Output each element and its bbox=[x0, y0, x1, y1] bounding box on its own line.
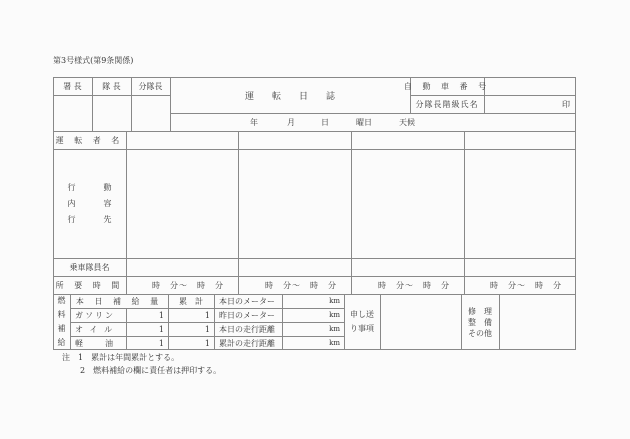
fuel-name-diesel: 軽 油 bbox=[75, 338, 115, 348]
activity-field-4[interactable] bbox=[464, 149, 576, 258]
activity-label bbox=[53, 149, 126, 258]
time-field-4[interactable]: 時 分～ 時 分 bbox=[490, 280, 562, 290]
fuel-name-oil: オ イ ル bbox=[75, 324, 115, 334]
diesel-cumulative[interactable]: 1 bbox=[204, 338, 210, 348]
driver-name-label: 運 転 者 名 bbox=[55, 135, 124, 145]
maintenance-label bbox=[461, 294, 499, 350]
activity-label-char: 容 bbox=[103, 198, 112, 208]
handover-field[interactable] bbox=[380, 294, 461, 350]
distance-cumulative-field[interactable]: km bbox=[329, 339, 340, 347]
meter-label-yesterday: 昨日のメーター bbox=[219, 310, 275, 320]
handover-label bbox=[344, 294, 380, 350]
vehicle-number-field[interactable] bbox=[484, 77, 576, 95]
driver-name-field-4[interactable] bbox=[464, 131, 576, 149]
crew-label: 乗車隊員名 bbox=[69, 262, 110, 272]
time-required-label: 所 要 時 間 bbox=[55, 280, 124, 290]
maintenance-label-line: 整 備 bbox=[468, 317, 492, 327]
activity-label-char: 先 bbox=[103, 214, 112, 224]
time-field-3[interactable]: 時 分～ 時 分 bbox=[378, 280, 450, 290]
activity-field-3[interactable] bbox=[351, 149, 464, 258]
seal-mark: 印 bbox=[562, 99, 570, 109]
driver-name-field-1[interactable] bbox=[126, 131, 238, 149]
seal-box-squad-leader[interactable] bbox=[131, 95, 170, 131]
note-1: 注 1 累計は年間累計とする。 bbox=[62, 353, 180, 362]
activity-label-char: 内 bbox=[67, 198, 76, 208]
squad-leader-seal-field[interactable] bbox=[484, 95, 576, 113]
oil-today[interactable]: 1 bbox=[158, 324, 164, 334]
handover-label-line: り事項 bbox=[350, 324, 374, 333]
activity-field-2[interactable] bbox=[238, 149, 351, 258]
meter-today-field[interactable]: km bbox=[329, 297, 340, 305]
cumulative-header: 累 計 bbox=[179, 296, 203, 306]
meter-label-distance-cumulative: 累計の走行距離 bbox=[219, 338, 275, 348]
meter-label-distance-today: 本日の走行距離 bbox=[219, 324, 275, 334]
approver-label-captain: 隊 長 bbox=[102, 81, 121, 91]
crew-field-2[interactable] bbox=[238, 258, 351, 276]
seal-box-chief[interactable] bbox=[53, 95, 92, 131]
seal-box-captain[interactable] bbox=[92, 95, 131, 131]
fuel-label-char: 燃 bbox=[57, 296, 66, 305]
fuel-section-label bbox=[53, 294, 70, 350]
maintenance-label-line: その他 bbox=[468, 328, 492, 338]
fuel-name-gasoline: ガソリン bbox=[75, 310, 115, 320]
approver-label-squad-leader: 分隊長 bbox=[138, 81, 163, 91]
weekday-label: 曜日 bbox=[356, 117, 372, 127]
gasoline-cumulative[interactable]: 1 bbox=[204, 310, 210, 320]
fuel-label-char: 給 bbox=[57, 338, 66, 347]
month-label: 月 bbox=[287, 117, 295, 127]
distance-today-field[interactable]: km bbox=[329, 325, 340, 333]
approver-label-chief: 署 長 bbox=[63, 81, 82, 91]
fuel-label-char: 補 bbox=[57, 324, 66, 333]
maintenance-field[interactable] bbox=[499, 294, 576, 350]
meter-yesterday-field[interactable]: km bbox=[329, 311, 340, 319]
maintenance-label-line: 修 理 bbox=[468, 306, 492, 316]
oil-cumulative[interactable]: 1 bbox=[204, 324, 210, 334]
day-label: 日 bbox=[321, 117, 329, 127]
meter-label-today: 本日のメーター bbox=[219, 296, 275, 306]
gasoline-today[interactable]: 1 bbox=[158, 310, 164, 320]
driver-name-field-3[interactable] bbox=[351, 131, 464, 149]
crew-field-3[interactable] bbox=[351, 258, 464, 276]
time-field-2[interactable]: 時 分～ 時 分 bbox=[265, 280, 337, 290]
driver-name-field-2[interactable] bbox=[238, 131, 351, 149]
date-weather-row[interactable] bbox=[170, 113, 576, 131]
today-refuel-header: 本 日 補 給 量 bbox=[75, 296, 163, 306]
squad-leader-name-label: 分隊長階級氏名 bbox=[415, 99, 479, 109]
form-title: 第3号様式(第9条関係) bbox=[53, 56, 134, 65]
vehicle-number-label: 自 動 車 番 号 bbox=[403, 81, 491, 91]
diesel-today[interactable]: 1 bbox=[158, 338, 164, 348]
crew-field-4[interactable] bbox=[464, 258, 576, 276]
activity-label-char: 行 bbox=[67, 214, 76, 224]
handover-label-line: 申し送 bbox=[350, 310, 374, 319]
document-title: 運 転 日 誌 bbox=[244, 91, 335, 102]
activity-label-char: 行 bbox=[67, 182, 76, 192]
crew-field-1[interactable] bbox=[126, 258, 238, 276]
year-label: 年 bbox=[250, 117, 258, 127]
weather-label: 天候 bbox=[399, 117, 415, 127]
note-2: 2 燃料補給の欄に責任者は押印する。 bbox=[80, 366, 222, 375]
activity-label-char: 動 bbox=[103, 182, 112, 192]
activity-field-1[interactable] bbox=[126, 149, 238, 258]
time-field-1[interactable]: 時 分～ 時 分 bbox=[152, 280, 224, 290]
fuel-label-char: 料 bbox=[57, 310, 66, 319]
